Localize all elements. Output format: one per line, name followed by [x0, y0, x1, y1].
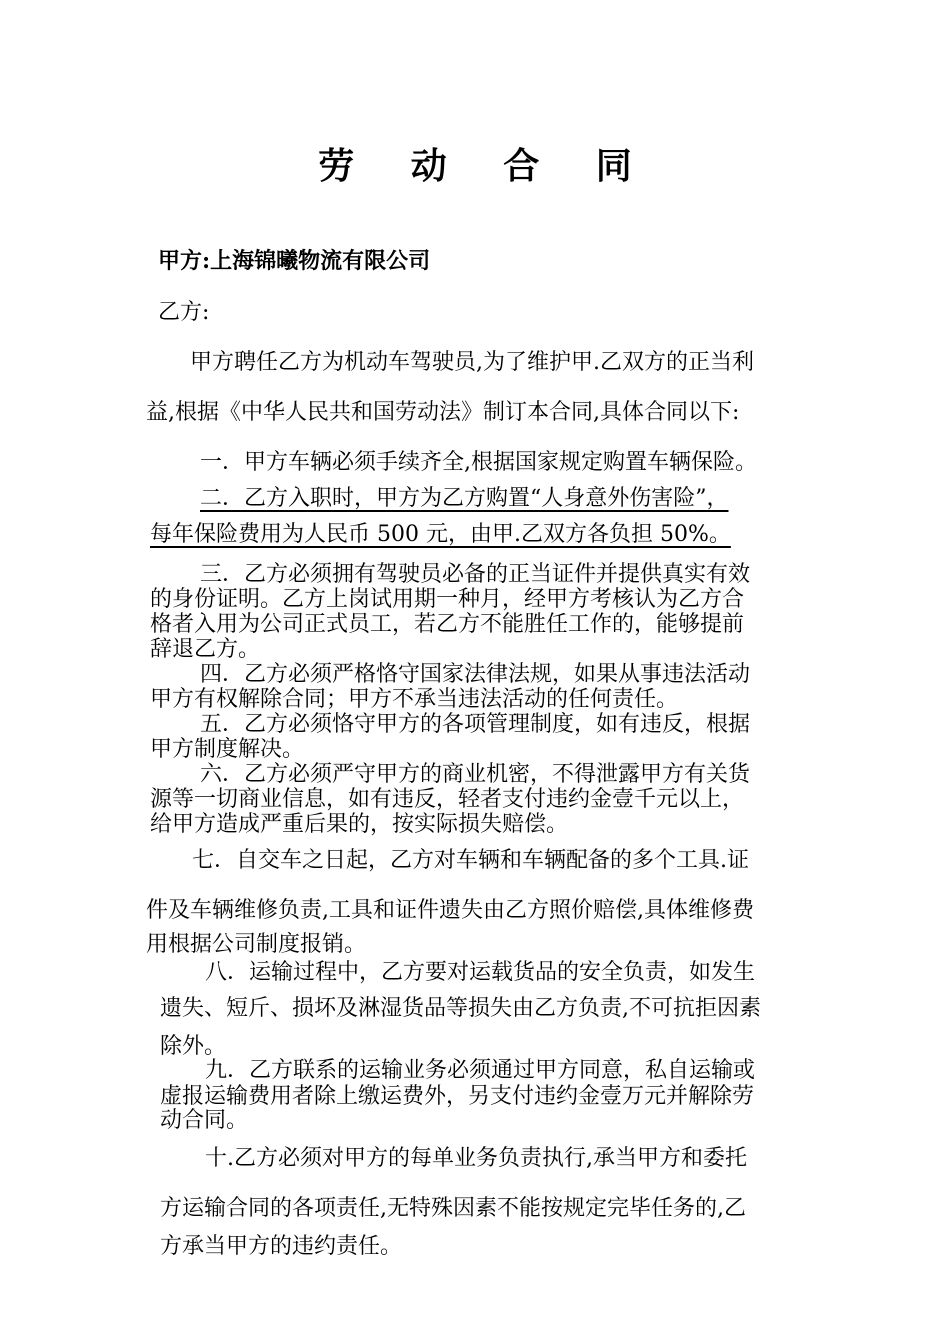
clause-3-line-2: 的身份证明。乙方上岗试用期一种月，经甲方考核认为乙方合: [150, 587, 745, 612]
clause-10-line-3: 方承当甲方的违约责任。: [160, 1234, 403, 1259]
clause-6-line-3: 给甲方造成严重后果的，按实际损失赔偿。: [150, 812, 569, 837]
clause-10-line-2: 方运输合同的各项责任,无特殊因素不能按规定完毕任务的,乙: [160, 1196, 746, 1221]
clause-9-line-3: 动合同。: [160, 1108, 249, 1133]
clause-6-line-1: 六．乙方必须严守甲方的商业机密，不得泄露甲方有关货: [200, 762, 751, 787]
clause-8-line-3: 除外。: [160, 1034, 227, 1059]
clause-8-line-1: 八．运输过程中，乙方要对运载货品的安全负责，如发生: [205, 960, 756, 985]
clause-9-line-1: 九．乙方联系的运输业务必须通过甲方同意，私自运输或: [205, 1058, 756, 1083]
clause-2-line-2: 每年保险费用为人民币 500 元，由甲.乙双方各负担 50%。: [150, 522, 731, 547]
clause-8-line-2: 遗失、短斤、损坏及淋湿货品等损失由乙方负责,不可抗拒因素: [160, 996, 761, 1021]
clause-10-line-1: 十.乙方必须对甲方的每单业务负责执行,承当甲方和委托: [205, 1146, 747, 1171]
clause-5-line-2: 甲方制度解决。: [150, 737, 305, 762]
clause-7-line-1: 七．自交车之日起，乙方对车辆和车辆配备的多个工具.证: [192, 848, 749, 873]
clause-3-line-4: 辞退乙方。: [150, 637, 261, 662]
clause-7-line-3: 用根据公司制度报销。: [146, 932, 367, 957]
clause-4-line-1: 四．乙方必须严格恪守国家法律法规，如果从事违法活动: [200, 662, 751, 687]
party-a-line: 甲方:上海锦曦物流有限公司: [158, 248, 431, 274]
clause-3-line-3: 格者入用为公司正式员工，若乙方不能胜任工作的，能够提前: [150, 612, 745, 637]
intro-line-2: 益,根据《中华人民共和国劳动法》制订本合同,具体合同以下:: [146, 400, 740, 425]
clause-2-line-1: 二．乙方入职时，甲方为乙方购置“人身意外伤害险”，: [200, 486, 729, 511]
clause-6-line-2: 源等一切商业信息，如有违反，轻者支付违约金壹千元以上，: [150, 787, 745, 812]
clause-1-line-1: 一．甲方车辆必须手续齐全,根据国家规定购置车辆保险。: [200, 450, 757, 475]
intro-line-1: 甲方聘任乙方为机动车驾驶员,为了维护甲.乙双方的正当利: [190, 350, 754, 375]
document-title: 劳 动 合 同: [318, 145, 654, 187]
clause-9-line-2: 虚报运输费用者除上缴运费外，另支付违约金壹万元并解除劳: [160, 1084, 755, 1109]
clause-4-line-2: 甲方有权解除合同；甲方不承当违法活动的任何责任。: [150, 687, 679, 712]
party-b-line: 乙方:: [158, 300, 210, 325]
clause-5-line-1: 五．乙方必须恪守甲方的各项管理制度，如有违反，根据: [200, 712, 751, 737]
clause-3-line-1: 三．乙方必须拥有驾驶员必备的正当证件并提供真实有效: [200, 562, 751, 587]
clause-7-line-2: 件及车辆维修负责,工具和证件遗失由乙方照价赔偿,具体维修费: [146, 898, 754, 923]
